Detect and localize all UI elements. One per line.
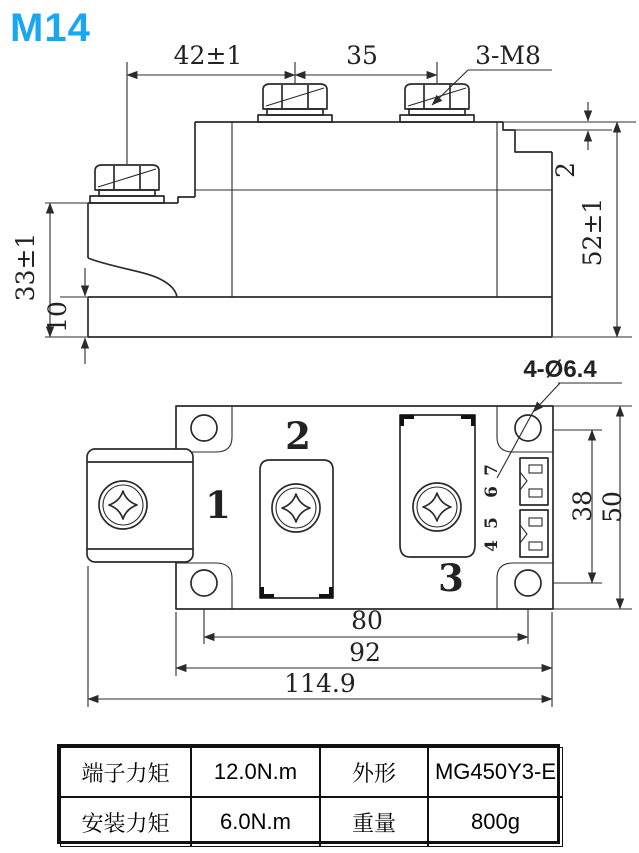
dim-holes: 4-Ø6.4 [523,356,597,383]
bolt-left [90,165,164,203]
bolt-middle [258,84,332,122]
pin-label-4: 4 [482,540,502,552]
side-view [11,41,636,364]
spec-terminal-torque-label: 端子力矩 [60,747,191,797]
dim-38: 38 [568,490,597,522]
dim-92: 92 [349,638,381,667]
dim-2: 2 [551,162,580,178]
top-view [87,356,632,707]
terminal-label-3: 3 [438,556,464,600]
dim-42: 42±1 [173,41,243,70]
dim-3m8: 3-M8 [475,41,541,70]
side-view-dimension-lines [45,62,636,364]
page-title: M14 [10,6,91,50]
side-view-bolts [90,84,474,203]
spec-terminal-torque-value: 12.0N.m [191,747,320,797]
dim-35: 35 [346,41,378,70]
dim-10: 10 [43,301,72,333]
spec-table [57,744,560,844]
side-view-body-outline [88,122,552,337]
dim-33: 33±1 [11,232,40,302]
spec-mounting-torque-label: 安装力矩 [60,797,191,847]
spec-outline-label: 外形 [320,747,428,797]
dim-52: 52±1 [578,197,607,267]
spec-weight-value: 800g [428,797,563,847]
terminal-3-pad [400,415,475,557]
pin-label-5: 5 [482,517,502,529]
terminal-label-2: 2 [285,414,311,458]
spec-mounting-torque-value: 6.0N.m [191,797,320,847]
dim-114: 114.9 [284,669,356,698]
bolt-right [400,84,474,122]
terminal-2-pad [260,460,333,598]
pin-label-7: 7 [482,464,502,476]
spec-weight-label: 重量 [320,797,428,847]
pin-label-6: 6 [482,486,502,498]
dim-50: 50 [598,491,627,523]
spec-outline-value: MG450Y3-E [428,747,563,797]
dim-80: 80 [351,606,383,635]
terminal-label-1: 1 [205,483,231,527]
